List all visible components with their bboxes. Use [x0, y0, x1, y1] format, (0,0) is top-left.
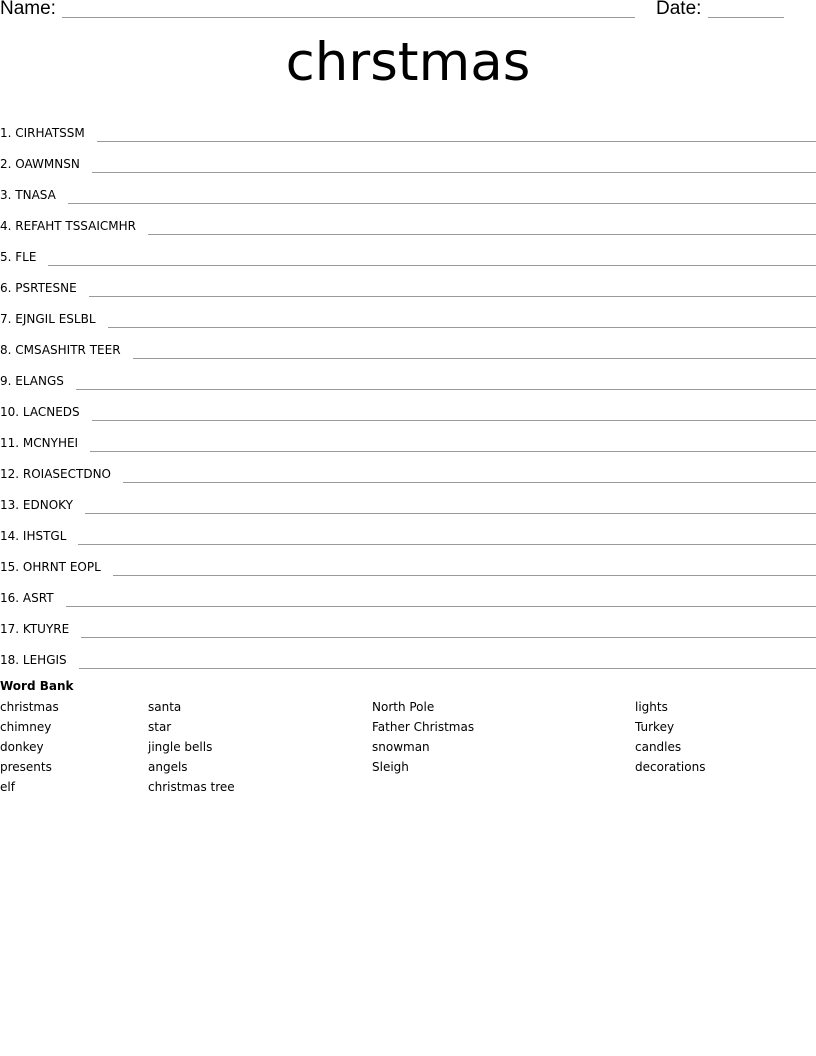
- answer-line[interactable]: [133, 358, 816, 359]
- word-bank-item: elf: [0, 780, 15, 794]
- question-text: 4. REFAHT TSSAICMHR: [0, 219, 136, 233]
- answer-line[interactable]: [48, 265, 816, 266]
- answer-line[interactable]: [66, 606, 816, 607]
- question-text: 13. EDNOKY: [0, 498, 73, 512]
- question-text: 7. EJNGIL ESLBL: [0, 312, 96, 326]
- question-text: 18. LEHGIS: [0, 653, 67, 667]
- answer-line[interactable]: [78, 544, 816, 545]
- question-row: [0, 205, 816, 236]
- word-bank-item: angels: [148, 760, 188, 774]
- word-bank-item: chimney: [0, 720, 52, 734]
- question-row: [0, 236, 816, 267]
- header-row: [0, 0, 816, 24]
- question-text: 10. LACNEDS: [0, 405, 80, 419]
- answer-line[interactable]: [97, 141, 816, 142]
- answer-line[interactable]: [113, 575, 816, 576]
- word-bank-column: [0, 697, 59, 797]
- answer-line[interactable]: [85, 513, 816, 514]
- answer-line[interactable]: [148, 234, 816, 235]
- question-text: 1. CIRHATSSM: [0, 126, 85, 140]
- question-row: [0, 391, 816, 422]
- word-bank-item: christmas tree: [148, 780, 235, 794]
- question-text: 17. KTUYRE: [0, 622, 70, 636]
- question-text: 8. CMSASHITR TEER: [0, 343, 121, 357]
- answer-line[interactable]: [90, 451, 816, 452]
- question-row: [0, 422, 816, 453]
- word-bank-item: decorations: [635, 760, 706, 774]
- question-text: 16. ASRT: [0, 591, 54, 605]
- word-bank-item: jingle bells: [148, 740, 213, 754]
- word-bank-column: [635, 697, 705, 777]
- question-text: 6. PSRTESNE: [0, 281, 77, 295]
- word-bank-column: [372, 697, 474, 777]
- date-field[interactable]: [708, 17, 784, 18]
- word-bank-item: snowman: [372, 740, 430, 754]
- question-row: [0, 546, 816, 577]
- word-bank-item: donkey: [0, 740, 44, 754]
- question-row: [0, 453, 816, 484]
- answer-line[interactable]: [68, 203, 816, 204]
- question-text: 12. ROIASECTDNO: [0, 467, 111, 481]
- question-text: 14. IHSTGL: [0, 529, 67, 543]
- name-label: Name:: [0, 0, 56, 19]
- answer-line[interactable]: [81, 637, 816, 638]
- word-bank-item: Father Christmas: [372, 720, 475, 734]
- word-bank-title: Word Bank: [0, 679, 74, 693]
- word-bank-item: Sleigh: [372, 760, 409, 774]
- question-text: 15. OHRNT EOPL: [0, 560, 101, 574]
- question-row: [0, 329, 816, 360]
- word-bank-item: lights: [635, 700, 668, 714]
- word-bank-item: presents: [0, 760, 52, 774]
- word-bank-item: Turkey: [635, 720, 675, 734]
- word-bank-item: santa: [148, 700, 182, 714]
- word-bank-column: [148, 697, 235, 797]
- name-field[interactable]: [62, 17, 635, 18]
- question-text: 5. FLE: [0, 250, 37, 264]
- question-row: [0, 639, 816, 670]
- question-row: [0, 577, 816, 608]
- word-bank-item: North Pole: [372, 700, 435, 714]
- question-text: 2. OAWMNSN: [0, 157, 80, 171]
- question-row: [0, 112, 816, 143]
- question-text: 3. TNASA: [0, 188, 56, 202]
- date-label: Date:: [656, 0, 702, 19]
- word-bank-item: candles: [635, 740, 682, 754]
- question-row: [0, 298, 816, 329]
- answer-line[interactable]: [92, 420, 816, 421]
- question-row: [0, 143, 816, 174]
- question-row: [0, 267, 816, 298]
- question-row: [0, 515, 816, 546]
- question-row: [0, 608, 816, 639]
- question-text: 9. ELANGS: [0, 374, 64, 388]
- page-title: chrstmas: [285, 32, 531, 93]
- question-row: [0, 484, 816, 515]
- word-bank-item: christmas: [0, 700, 59, 714]
- answer-line[interactable]: [108, 327, 816, 328]
- question-row: [0, 174, 816, 205]
- word-bank-item: star: [148, 720, 172, 734]
- answer-line[interactable]: [76, 389, 816, 390]
- question-text: 11. MCNYHEI: [0, 436, 79, 450]
- answer-line[interactable]: [92, 172, 816, 173]
- question-row: [0, 360, 816, 391]
- answer-line[interactable]: [79, 668, 816, 669]
- answer-line[interactable]: [89, 296, 816, 297]
- question-list: [0, 112, 816, 670]
- answer-line[interactable]: [123, 482, 816, 483]
